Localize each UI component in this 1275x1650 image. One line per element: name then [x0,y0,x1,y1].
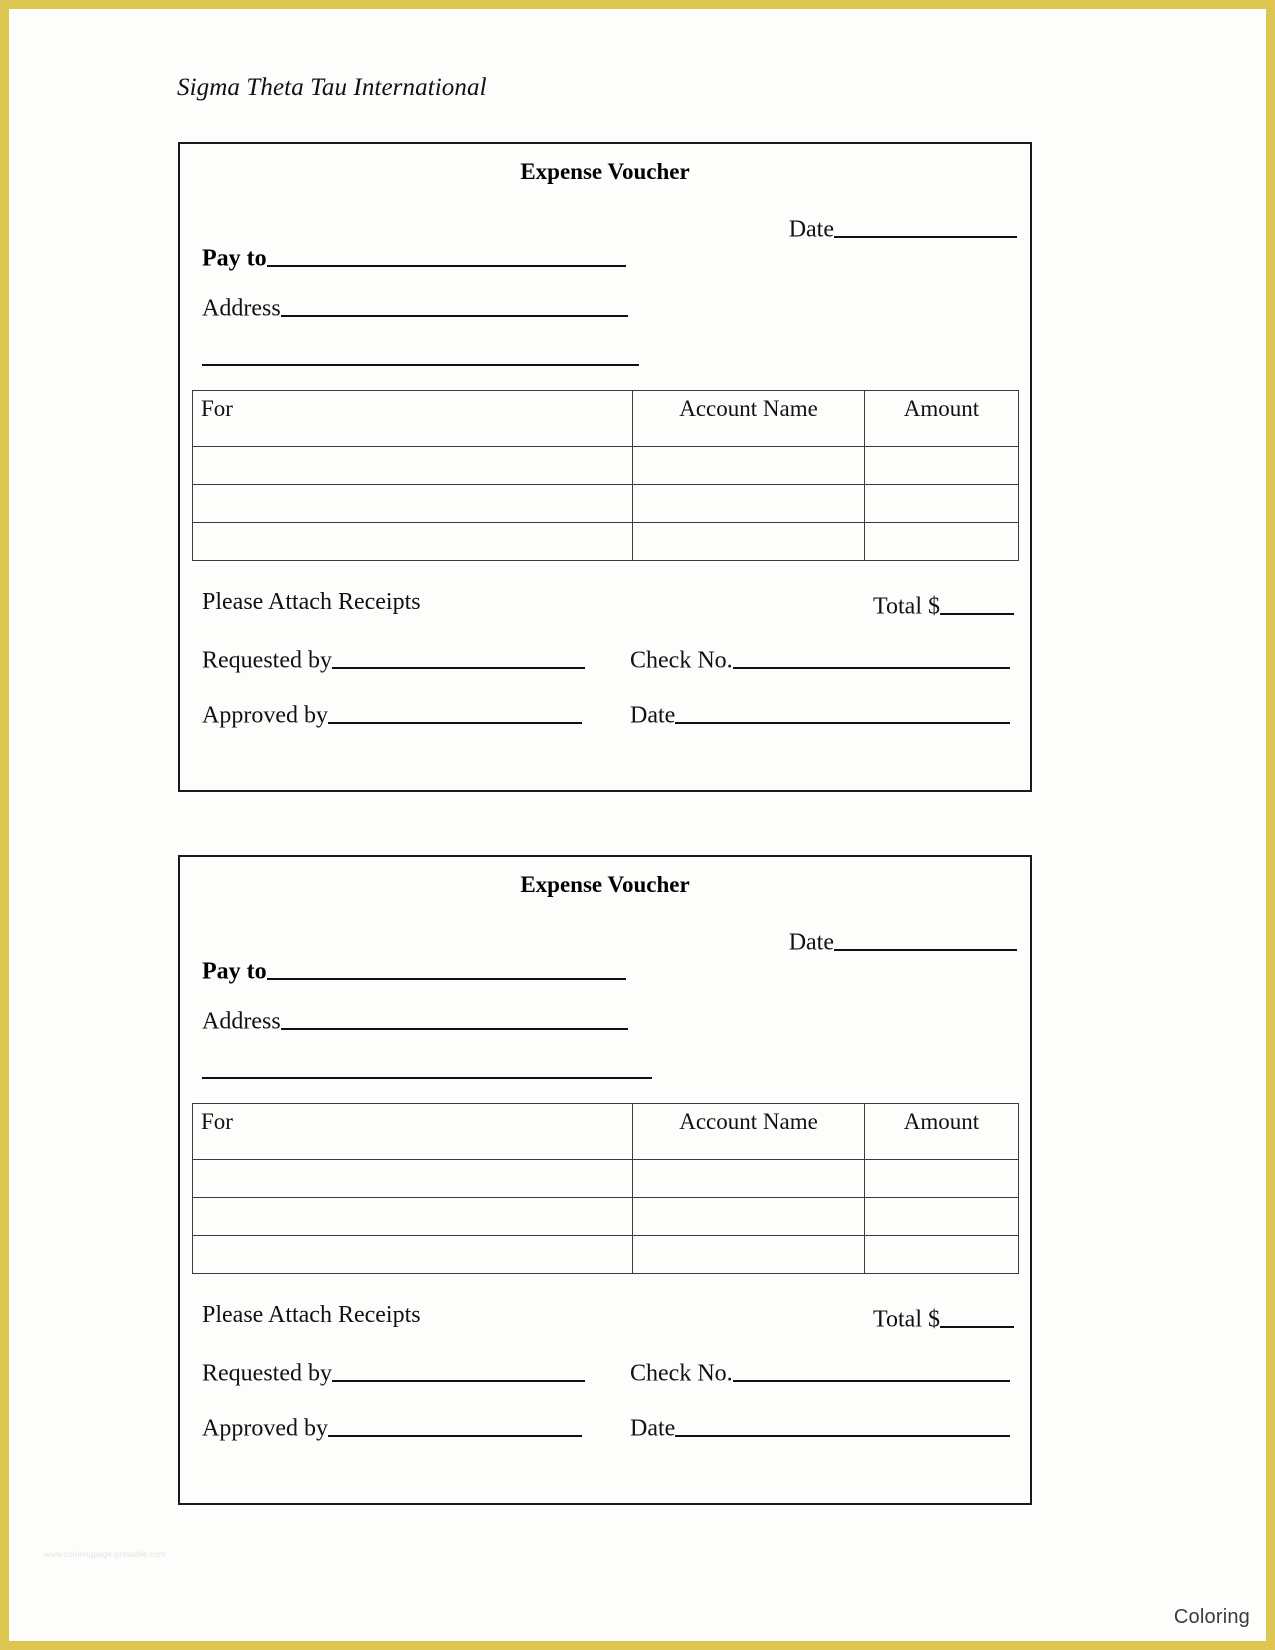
expense-voucher-card-1 [178,142,1032,792]
address-field-line2 [202,340,639,371]
cell-account-name[interactable] [633,523,865,561]
voucher-title: Expense Voucher [520,159,690,184]
column-header-amount: Amount [865,1104,1019,1160]
approved-by-label: Approved by [202,1415,328,1442]
page-sheet [9,9,1266,1641]
brand-mark: Coloring [1173,1606,1250,1628]
cell-amount[interactable] [865,1198,1019,1236]
expense-table [192,1103,1019,1274]
cell-amount[interactable] [865,1236,1019,1274]
date-field-top [789,925,1017,956]
date-label: Date [788,929,834,956]
table-row [193,485,1019,523]
date-label: Date [788,216,834,243]
total-label: Total $ [873,593,940,620]
date-bottom-label: Date [630,1415,676,1442]
address-input-line[interactable] [281,291,628,317]
expense-table [192,390,1019,561]
pay-to-input-line[interactable] [267,241,626,267]
column-header-for: For [193,391,633,447]
total-field [873,1302,1014,1333]
address-field-line2 [202,1053,652,1084]
cell-amount[interactable] [865,1160,1019,1198]
table-row [193,1160,1019,1198]
date-field-bottom [630,698,1010,729]
attach-receipts-note: Please Attach Receipts [202,589,421,615]
pay-to-input-line[interactable] [267,954,626,980]
cell-amount[interactable] [865,485,1019,523]
cell-account-name[interactable] [633,447,865,485]
total-field [873,589,1014,620]
date-bottom-input-line[interactable] [675,1411,1010,1437]
voucher-title: Expense Voucher [520,872,690,897]
cell-for[interactable] [193,1160,633,1198]
attach-receipts-note: Please Attach Receipts [202,1302,421,1328]
cell-for[interactable] [193,523,633,561]
table-header-row [193,391,1019,447]
requested-by-field [202,1356,585,1387]
cell-for[interactable] [193,447,633,485]
date-input-line[interactable] [834,925,1017,951]
date-field-top [789,212,1017,243]
check-no-input-line[interactable] [733,643,1010,669]
cell-amount[interactable] [865,447,1019,485]
pay-to-field [202,241,626,272]
cell-account-name[interactable] [633,1236,865,1274]
check-no-input-line[interactable] [733,1356,1010,1382]
total-input-line[interactable] [940,1302,1014,1328]
column-header-account-name: Account Name [633,391,865,447]
approved-by-input-line[interactable] [328,698,582,724]
check-no-field [630,643,1010,674]
expense-voucher-card-2 [178,855,1032,1505]
site-watermark: www.coloringpage-printable.com [44,1550,166,1559]
requested-by-label: Requested by [202,1360,332,1387]
address-input-line[interactable] [281,1004,628,1030]
total-input-line[interactable] [940,589,1014,615]
address-field [202,1004,628,1035]
approved-by-field [202,698,582,729]
table-row [193,1236,1019,1274]
approved-by-label: Approved by [202,702,328,729]
address-label: Address [202,1008,281,1035]
address-field [202,291,628,322]
address-input-line-2[interactable] [202,1053,652,1079]
cell-for[interactable] [193,485,633,523]
table-row [193,523,1019,561]
cell-account-name[interactable] [633,485,865,523]
date-bottom-input-line[interactable] [675,698,1010,724]
total-label: Total $ [873,1306,940,1333]
cell-for[interactable] [193,1198,633,1236]
requested-by-field [202,643,585,674]
address-label: Address [202,295,281,322]
check-no-field [630,1356,1010,1387]
requested-by-label: Requested by [202,647,332,674]
address-input-line-2[interactable] [202,340,639,366]
organization-name: Sigma Theta Tau International [177,74,487,101]
cell-account-name[interactable] [633,1198,865,1236]
column-header-amount: Amount [865,391,1019,447]
table-row [193,1198,1019,1236]
pay-to-label: Pay to [202,245,267,272]
check-no-label: Check No. [630,1360,733,1387]
table-header-row [193,1104,1019,1160]
column-header-for: For [193,1104,633,1160]
date-input-line[interactable] [834,212,1017,238]
cell-amount[interactable] [865,523,1019,561]
date-field-bottom [630,1411,1010,1442]
cell-account-name[interactable] [633,1160,865,1198]
column-header-account-name: Account Name [633,1104,865,1160]
requested-by-input-line[interactable] [332,1356,585,1382]
pay-to-label: Pay to [202,958,267,985]
date-bottom-label: Date [630,702,676,729]
cell-for[interactable] [193,1236,633,1274]
requested-by-input-line[interactable] [332,643,585,669]
check-no-label: Check No. [630,647,733,674]
approved-by-input-line[interactable] [328,1411,582,1437]
table-row [193,447,1019,485]
pay-to-field [202,954,626,985]
approved-by-field [202,1411,582,1442]
